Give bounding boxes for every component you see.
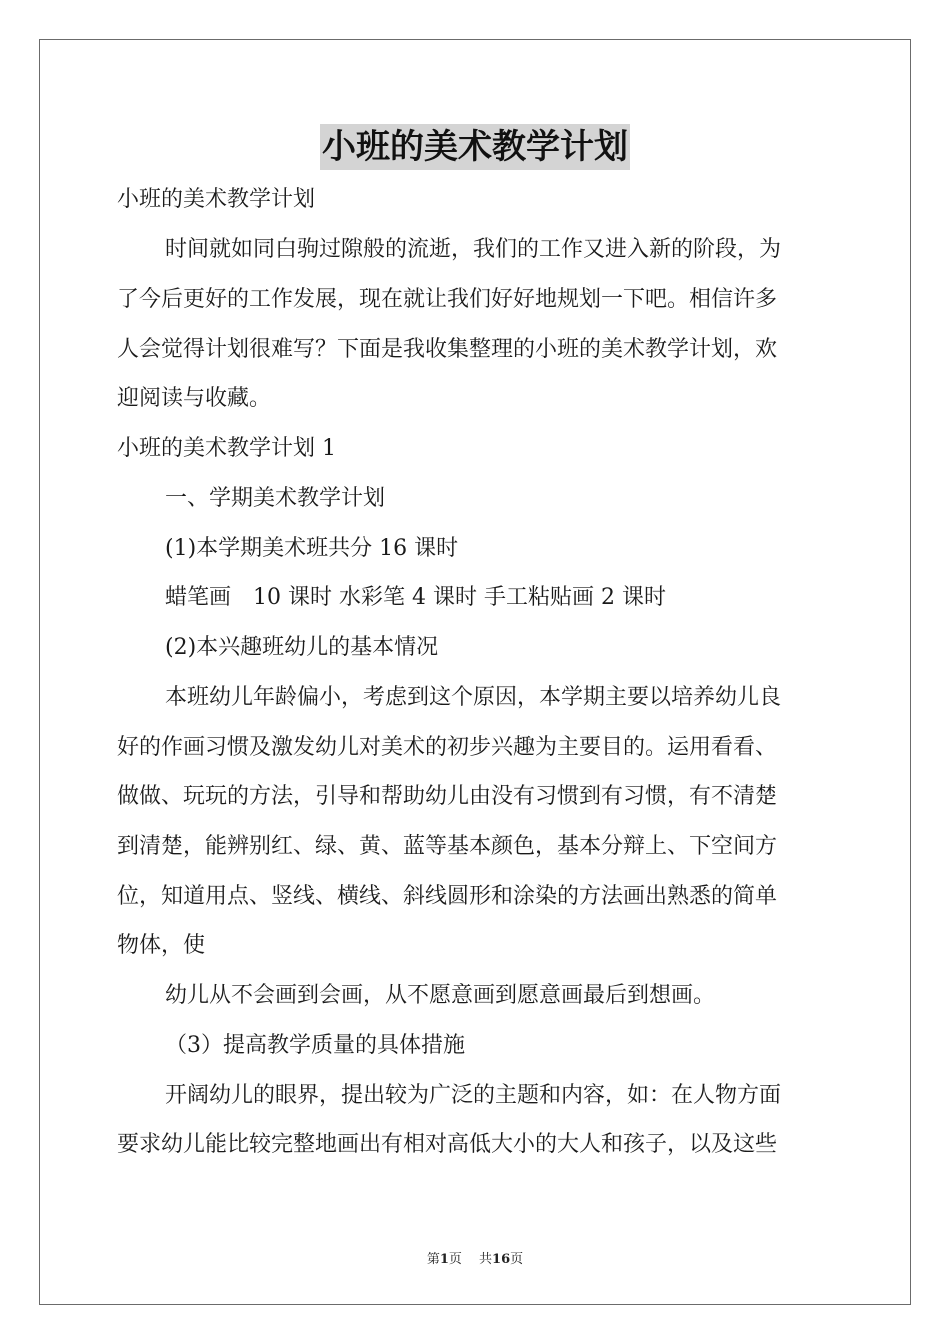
paragraph-line: 幼儿从不会画到会画，从不愿意画到愿意画最后到想画。 (165, 983, 716, 1008)
paragraph-line: 做做、玩玩的方法，引导和帮助幼儿由没有习惯到有习惯，有不清楚 (117, 784, 778, 809)
footer-page-prefix: 第 (426, 1252, 440, 1267)
paragraph-line: (1)本学期美术班共分 16 课时 (165, 536, 459, 561)
footer-page-suffix: 页 共 (448, 1252, 493, 1267)
paragraph-line: 蜡笔画 10 课时 水彩笔 4 课时 手工粘贴画 2 课时 (165, 585, 666, 610)
paragraph-line: 好的作画习惯及激发幼儿对美术的初步兴趣为主要目的。运用看看、 (117, 735, 778, 760)
paragraph-line: 物体，使 (117, 933, 206, 958)
section-heading: 小班的美术教学计划 1 (117, 436, 336, 461)
section-subheading: 一、学期美术教学计划 (165, 486, 386, 511)
paragraph-line: 人会觉得计划很难写？下面是我收集整理的小班的美术教学计划，欢 (117, 337, 778, 362)
footer-total-suffix: 页 (510, 1252, 524, 1267)
footer-page-number: 1 (439, 1252, 449, 1267)
paragraph-line: 时间就如同白驹过隙般的流逝，我们的工作又进入新的阶段，为 (165, 237, 782, 262)
page-footer (0, 1248, 950, 1267)
paragraph-line: 位，知道用点、竖线、横线、斜线圆形和涂染的方法画出熟悉的简单 (117, 884, 778, 909)
paragraph-line: 要求幼儿能比较完整地画出有相对高低大小的大人和孩子，以及这些 (117, 1132, 778, 1157)
footer-total-pages: 16 (492, 1252, 511, 1267)
paragraph-line: 本班幼儿年龄偏小，考虑到这个原因，本学期主要以培养幼儿良 (165, 685, 782, 710)
paragraph-line: (2)本兴趣班幼儿的基本情况 (165, 635, 439, 660)
page-border (39, 39, 911, 1305)
paragraph-line: （3）提高教学质量的具体措施 (165, 1033, 465, 1058)
document-title: 小班的美术教学计划 (320, 124, 630, 170)
subtitle-line: 小班的美术教学计划 (117, 187, 316, 212)
title-container (0, 124, 950, 170)
paragraph-line: 迎阅读与收藏。 (117, 386, 272, 411)
paragraph-line: 到清楚，能辨别红、绿、黄、蓝等基本颜色，基本分辩上、下空间方 (117, 834, 778, 859)
paragraph-line: 了今后更好的工作发展，现在就让我们好好地规划一下吧。相信许多 (117, 287, 778, 312)
paragraph-line: 开阔幼儿的眼界，提出较为广泛的主题和内容，如：在人物方面 (165, 1083, 782, 1108)
